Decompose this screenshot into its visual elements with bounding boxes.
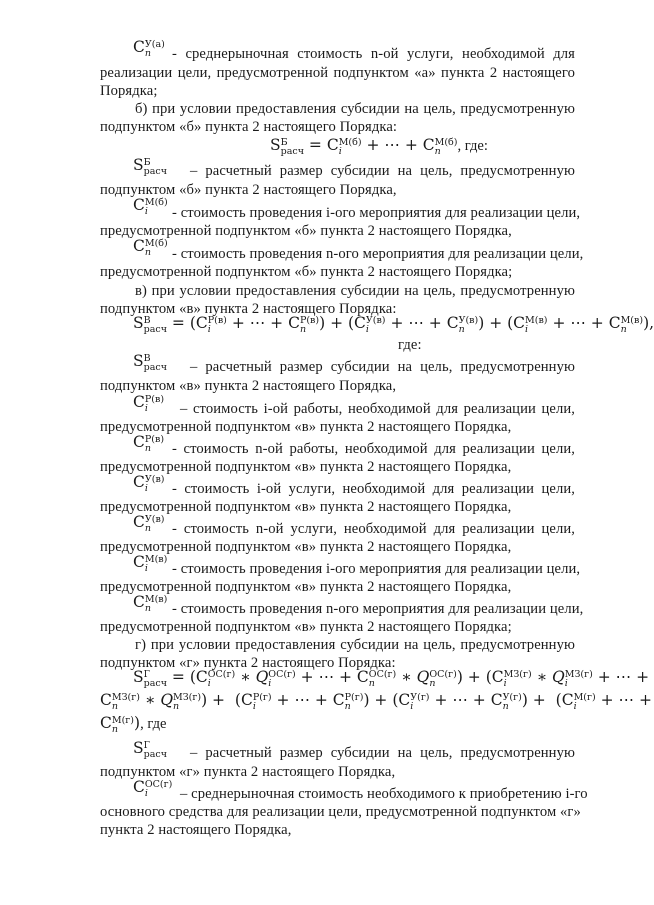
section-g-heading: г) при условии предоставления субсидии на цель, предусмотренную bbox=[135, 637, 575, 653]
formula-s-g-line2: C МЗ(г) n ∗ Q МЗ(г) n ) + (C Р(г) i + ⋯ + C Р(г) n ) + (C У(г) i + ⋯ + C У(г) n ) + (C М(г) i + ⋯ + bbox=[100, 691, 652, 712]
text-line: предусмотренной подпунктом «в» пункта 2 настоящего Порядка; bbox=[100, 619, 512, 635]
symbol-s-b-rasch: S Б расч bbox=[133, 156, 167, 177]
text-line: – расчетный размер субсидии на цель, предусмотренную bbox=[190, 359, 575, 375]
section-v-heading: в) при условии предоставления субсидии на цель, предусмотренную bbox=[135, 283, 575, 299]
symbol-c-n-pv: C Р(в) n bbox=[133, 433, 165, 454]
symbol-c-i-mb: C М(б) i bbox=[133, 196, 168, 217]
text-line: пункта 2 настоящего Порядка, bbox=[100, 822, 292, 838]
symbol-c-i-uv: C У(в) i bbox=[133, 473, 165, 494]
text-line: – среднерыночная стоимость необходимого к приобретению i-го bbox=[180, 786, 588, 802]
text-line: подпунктом «г» пункта 2 настоящего Порядка, bbox=[100, 764, 396, 780]
symbol-c-n-mv: C М(в) n bbox=[133, 593, 168, 614]
text-line: - стоимость n-ой услуги, необходимой для реализации цели, bbox=[172, 521, 575, 537]
text-line: - стоимость n-ой работы, необходимой для реализации цели, bbox=[172, 441, 575, 457]
symbol-s-g-rasch: S Г расч bbox=[133, 739, 167, 760]
text-line: подпунктом «в» пункта 2 настоящего Порядка, bbox=[100, 378, 397, 394]
text-line: реализации цели, предусмотренной подпунктом «а» пункта 2 настоящего bbox=[100, 65, 575, 81]
text-line: основного средства для реализации цели, предусмотренной подпунктом «г» bbox=[100, 804, 581, 820]
symbol-c-i-pv: C Р(в) i bbox=[133, 393, 165, 414]
text-line: предусмотренной подпунктом «в» пункта 2 настоящего Порядка, bbox=[100, 419, 512, 435]
symbol-c-n-uv: C У(в) n bbox=[133, 513, 165, 534]
text-line: подпунктом «б» пункта 2 настоящего Порядка, bbox=[100, 182, 397, 198]
symbol-c-i-ocg: C ОС(г) i bbox=[133, 778, 173, 799]
formula-s-b: S Б расч = C М(б) i + ⋯ + C М(б) n , где: bbox=[270, 136, 488, 157]
text-line: предусмотренной подпунктом «в» пункта 2 настоящего Порядка, bbox=[100, 459, 512, 475]
text-line: подпунктом «в» пункта 2 настоящего Порядка: bbox=[100, 301, 397, 317]
text-line: предусмотренной подпунктом «б» пункта 2 настоящего Порядка; bbox=[100, 264, 513, 280]
text-line: подпунктом «б» пункта 2 настоящего Порядка: bbox=[100, 119, 398, 135]
text-line: подпунктом «г» пункта 2 настоящего Порядка: bbox=[100, 655, 396, 671]
text-line: – стоимость i-ой работы, необходимой для реализации цели, bbox=[180, 401, 575, 417]
section-b-heading: б) при условии предоставления субсидии на цель, предусмотренную bbox=[135, 101, 575, 117]
formula-s-g-line3: C М(г) n ), где bbox=[100, 714, 167, 735]
text-line: - стоимость i-ой услуги, необходимой для реализации цели, bbox=[172, 481, 575, 497]
text-line: предусмотренной подпунктом «в» пункта 2 настоящего Порядка, bbox=[100, 539, 512, 555]
text-line: - стоимость проведения i-ого мероприятия для реализации цели, bbox=[172, 561, 581, 577]
symbol-c-n-ua: C У(а) n bbox=[133, 38, 165, 59]
text-line: предусмотренной подпунктом «в» пункта 2 настоящего Порядка, bbox=[100, 499, 512, 515]
formula-s-v: S В расч = (C Р(в) i + ⋯ + C Р(в) n ) + (C У(в) i + ⋯ + C У(в) n ) + (C М(в) i + ⋯ + C М(в) n ), bbox=[133, 314, 654, 335]
symbol-c-i-mv: C М(в) i bbox=[133, 553, 168, 574]
text-line: – расчетный размер субсидии на цель, предусмотренную bbox=[190, 163, 575, 179]
text-line: предусмотренной подпунктом «в» пункта 2 настоящего Порядка, bbox=[100, 579, 512, 595]
symbol-s-v-rasch: S В расч bbox=[133, 352, 167, 373]
text-line: Порядка; bbox=[100, 83, 158, 99]
text-line: - стоимость проведения n-ого мероприятия для реализации цели, bbox=[172, 601, 584, 617]
text-line: – расчетный размер субсидии на цель, предусмотренную bbox=[190, 745, 575, 761]
formula-s-g-line1: S Г расч = (C ОС(г) i ∗ Q ОС(г) i + ⋯ + C ОС(г) n ∗ Q ОС(г) n ) + (C МЗ(г) i ∗ Q МЗ(г) i + ⋯ + bbox=[133, 668, 650, 689]
text-line: предусмотренной подпунктом «б» пункта 2 настоящего Порядка, bbox=[100, 223, 512, 239]
text-line: - среднерыночная стоимость n-ой услуги, необходимой для bbox=[172, 46, 575, 62]
symbol-c-n-mb: C М(б) n bbox=[133, 237, 168, 258]
text-line: где: bbox=[398, 337, 422, 353]
text-line: - стоимость проведения i-ого мероприятия для реализации цели, bbox=[172, 205, 581, 221]
text-line: - стоимость проведения n-ого мероприятия для реализации цели, bbox=[172, 246, 584, 262]
